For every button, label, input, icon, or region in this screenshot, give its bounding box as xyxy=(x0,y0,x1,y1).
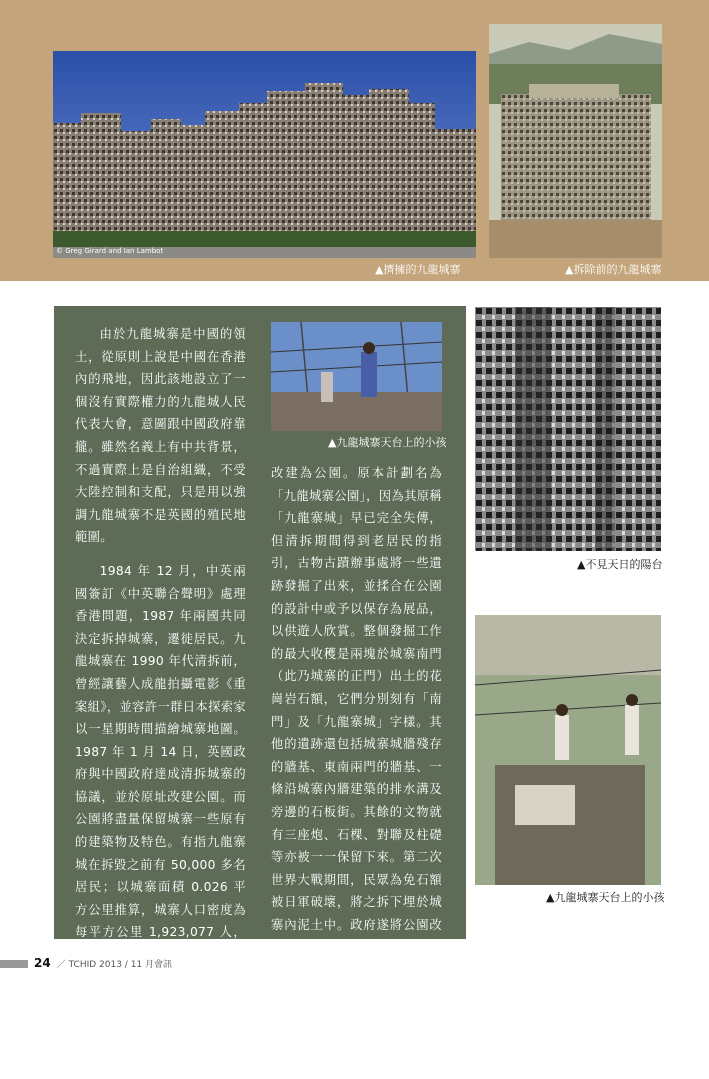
caption-crowded: ▲擠擁的九龍城寨 xyxy=(375,263,461,276)
paragraph-4: 改建為公園。原本計劃名為「九龍城寨公園」，因為其原稱「九龍寨城」早已完全失傳，但清拆期間得到老居民的指引，古物古蹟辦事處將一些遺跡發掘了出來，並揉合在公園的設計中或予以保存為展品，以供遊人欣賞。整個發掘工作的最大收穫是兩塊於城寨南門（此乃城寨的正門）出土的花崗岩石額，它們分別刻有「南門」及「九龍寨城」字樣。其他的遺跡還包括城寨城牆殘存的牆基、東南兩門的牆基、一條沿城寨內牆建築的排水溝及旁邊的石板街。其餘的文物就有三座炮、石棵、對聯及柱礎等亦被一一保留下來。第二次世界大戰期間，民眾為免石額被日軍破壞，將之拆下埋於城寨內泥土中。政府遂將公園改名為九龍寨城公園。 xyxy=(271,466,442,955)
footer-issue: ／ TCHID 2013 / 11 月會訊 xyxy=(56,960,173,970)
photo-before-demolition xyxy=(489,24,662,258)
caption-before-demolition: ▲拆除前的九龍城寨 xyxy=(565,263,662,276)
caption-rooftop-child-2: ▲九龍城寨天台上的小孩 xyxy=(546,891,665,904)
paragraph-3: 九龍寨城清拆工程於 1994 年 4 月完成，香港政府將原址 xyxy=(75,1004,246,1064)
page-number: 24 xyxy=(34,956,51,970)
paragraph-1: 由於九龍城寨是中國的領土，從原則上說是中國在香港內的飛地，因此該地設立了一個沒有實際權力的九龍城人民代表大會，意圖跟中國政府靠攏。雖然名義上有中共背景，不過實際上是自治組織，不受大陸控制和支配，只是用以強調九龍城寨不是英國的殖民地範圍。 xyxy=(75,327,246,545)
photo-dark-balcony xyxy=(475,307,661,551)
photo-dark-balcony-image xyxy=(475,307,661,551)
caption-rooftop-child-1: ▲九龍城寨天台上的小孩 xyxy=(328,436,447,449)
photo-rooftop-child-2-image xyxy=(475,615,661,885)
photo-rooftop-child-1-image xyxy=(271,322,442,431)
photo-credit: © Greg Girard and Ian Lambot xyxy=(56,247,164,255)
footer-bar xyxy=(0,960,28,968)
article-column-right xyxy=(271,462,442,970)
photo-before-demolition-image xyxy=(489,24,662,258)
paragraph-2: 1984 年 12 月，中英兩國簽訂《中英聯合聲明》處理香港問題，1987 年兩國共同決定拆掉城寨，遷徙居民。九龍城寨在 1990 年代清拆前，曾經讓藝人成龍拍攝電影《重案組》，並容許一群日本探索家以一星期時間描繪城寨地圖。1987 年 1 月 14 日，英國政府與中國政府達成清拆城寨的協議，並於原址改建公園。而公園將盡量保留城寨一些原有的建築物及特色。有指九龍寨城在拆毀之前有 50,000 多名居民；以城寨面積 0.026 平方公里推算，城寨人口密度為每平方公里 1,923,077 人，是全世界人口密度最高的地方。 xyxy=(75,563,246,985)
caption-dark-balcony: ▲不見天日的陽台 xyxy=(577,558,663,571)
photo-crowded-image xyxy=(53,51,476,258)
photo-rooftop-child-1 xyxy=(271,322,442,431)
photo-rooftop-child-2 xyxy=(475,615,661,885)
page-footer xyxy=(34,956,172,970)
photo-crowded-walled-city xyxy=(53,51,476,258)
